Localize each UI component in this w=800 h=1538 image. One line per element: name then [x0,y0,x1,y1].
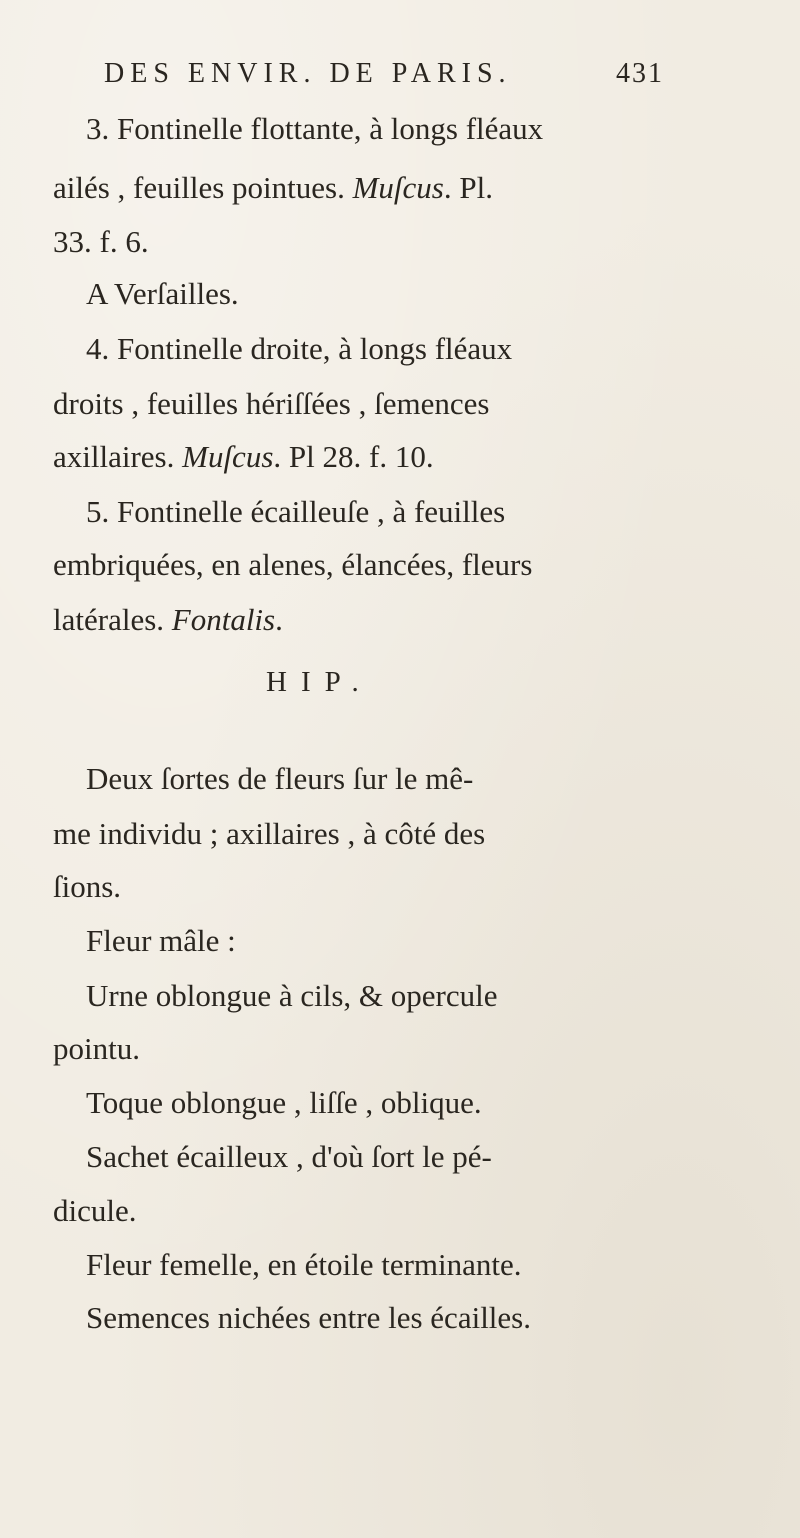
running-header [104,58,704,90]
section-line-3: ſions. [53,869,122,904]
entry-4-line-2: droits , feuilles hériſſées , ſemences [53,386,490,421]
entry-3-location: A Verſailles. [86,276,239,311]
entry-3-reference: Muſcus [352,170,444,205]
entry-5-name: Fontalis [171,602,276,637]
section-line-7: Toque oblongue , liſſe , oblique. [86,1085,482,1120]
entry-4-line-3 [53,441,434,472]
entry-5-line-3 [53,604,283,635]
section-line-4: Fleur mâle : [86,923,236,958]
running-title: DES ENVIR. DE PARIS. [104,58,512,89]
section-line-9: dicule. [53,1193,137,1228]
entry-5-text: latérales. [53,602,172,637]
entry-3-text: ailés , feuilles pointues. [53,170,353,205]
entry-4-text: axillaires. [53,439,183,474]
entry-3-line-2 [53,172,493,203]
section-line-11: Semences nichées entre les écailles. [86,1300,531,1335]
page-number: 431 [616,58,664,89]
section-line-10: Fleur femelle, en étoile terminante. [86,1247,522,1282]
entry-4-reference: Muſcus [182,439,274,474]
entry-3-line-3: 33. f. 6. [53,224,149,259]
entry-5-line-1: 5. Fontinelle écailleuſe , à feuilles [86,494,506,529]
section-line-1: Deux ſortes de fleurs ſur le mê- [86,761,474,796]
entry-5-period: . [275,602,283,637]
entry-3-plate: . Pl. [443,170,493,205]
entry-4-line-1: 4. Fontinelle droite, à longs fléaux [86,331,513,366]
entry-4-plate: . Pl 28. f. 10. [273,439,434,474]
section-line-6: pointu. [53,1031,140,1066]
entry-3-line-1: 3. Fontinelle flottante, à longs fléaux [86,111,544,146]
section-title: HIP. [266,666,373,698]
section-line-2: me individu ; axillaires , à côté des [53,816,486,851]
section-line-5: Urne oblongue à cils, & opercule [86,978,498,1013]
entry-5-line-2: embriquées, en alenes, élancées, fleurs [53,547,533,582]
section-line-8: Sachet écailleux , d'où ſort le pé- [86,1139,492,1174]
